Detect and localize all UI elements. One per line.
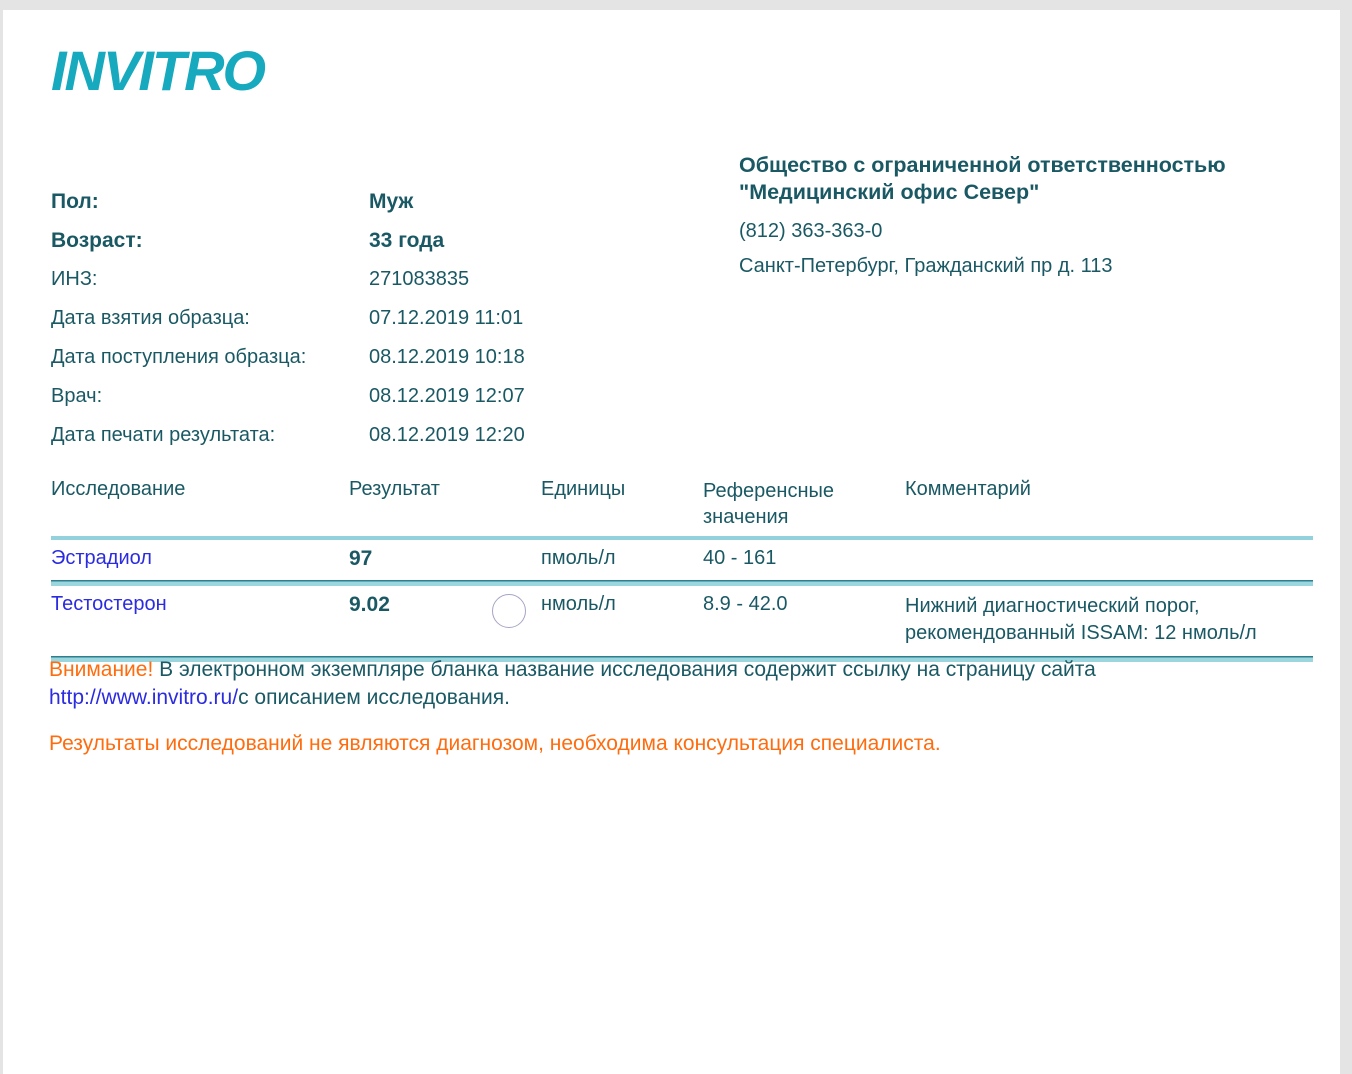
col-header-test: Исследование: [51, 478, 186, 500]
clinic-phone: (812) 363-363-0: [739, 220, 883, 242]
field-value: 271083835: [369, 268, 470, 290]
comment-value: Нижний диагностический порог, рекомендованный ISSAM: 12 нмоль/л: [905, 595, 1257, 644]
col-header-units: Единицы: [541, 478, 626, 500]
field-value: 08.12.2019 12:07: [369, 385, 525, 407]
field-value: 33 года: [369, 228, 445, 252]
disclaimer-text: Результаты исследований не являются диагнозом, необходима консультация специалиста.: [49, 732, 941, 755]
circle-marker: [492, 594, 526, 628]
table-row: [51, 540, 1313, 580]
test-name-link[interactable]: Эстрадиол: [51, 547, 152, 569]
result-value: 9.02: [349, 593, 390, 616]
patient-row-sample-received: [51, 338, 525, 377]
field-label: ИНЗ:: [51, 268, 98, 290]
reference-value: 40 - 161: [703, 547, 777, 569]
results-table-header: [51, 478, 1313, 536]
field-label: Дата печати результата:: [51, 424, 276, 446]
attention-body: В электронном экземпляре бланка название исследования содержит ссылку на страницу сайта: [153, 658, 1096, 681]
results-table: [51, 478, 1313, 662]
test-name-link[interactable]: Тестостерон: [51, 593, 167, 615]
col-header-result: Результат: [349, 478, 440, 500]
attention-label: Внимание!: [49, 658, 154, 681]
field-label: Дата взятия образца:: [51, 307, 250, 329]
reference-value: 8.9 - 42.0: [703, 593, 788, 615]
clinic-info-block: [739, 152, 1324, 278]
clinic-name-line1: Общество с ограниченной ответственностью: [739, 153, 1226, 177]
clinic-address: Санкт-Петербург, Гражданский пр д. 113: [739, 255, 1113, 277]
col-header-reference: Референсные значения: [703, 480, 834, 528]
field-value: 08.12.2019 10:18: [369, 346, 525, 368]
result-value: 97: [349, 547, 373, 570]
field-label: Врач:: [51, 385, 103, 407]
field-value: 08.12.2019 12:20: [369, 424, 525, 446]
clinic-name-line2: "Медицинский офис Север": [739, 180, 1040, 204]
clinic-name: [739, 152, 1324, 206]
field-value: Муж: [369, 189, 414, 213]
report-page: [3, 10, 1340, 1074]
units-value: нмоль/л: [541, 593, 616, 615]
field-label: Пол:: [51, 189, 99, 213]
patient-row-sample-taken: [51, 299, 525, 338]
table-row: [51, 586, 1313, 656]
attention-tail: с описанием исследования.: [238, 686, 510, 709]
invitro-url-link[interactable]: http://www.invitro.ru/: [49, 686, 239, 709]
patient-row-age: [51, 221, 525, 260]
field-value: 07.12.2019 11:01: [369, 307, 524, 329]
field-label: Дата поступления образца:: [51, 346, 307, 368]
patient-row-print-date: [51, 416, 525, 455]
patient-row-doctor: [51, 377, 525, 416]
invitro-logo: INVITRO: [51, 39, 265, 102]
units-value: пмоль/л: [541, 547, 616, 569]
patient-row-inz: [51, 260, 525, 299]
patient-row-sex: [51, 182, 525, 221]
patient-info-block: [51, 182, 525, 455]
col-header-comment: Комментарий: [905, 478, 1031, 500]
field-label: Возраст:: [51, 228, 143, 252]
attention-notice: [49, 656, 1289, 712]
